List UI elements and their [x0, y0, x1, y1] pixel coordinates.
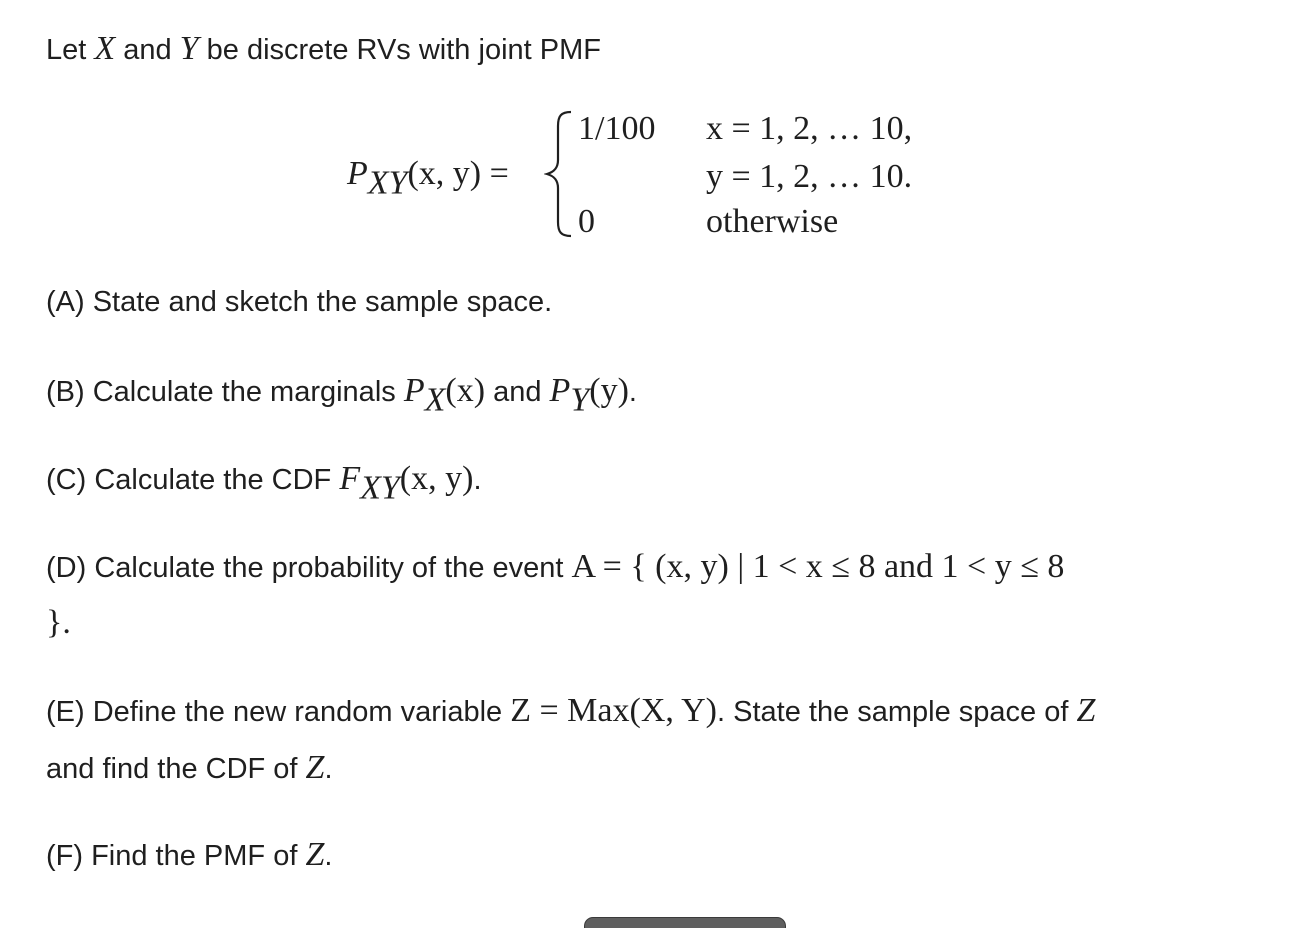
marginal-x-subscript: X	[424, 381, 446, 419]
case2-condition: otherwise	[706, 203, 839, 240]
part-e-line2	[46, 751, 333, 785]
part-c	[46, 460, 482, 507]
part-d-text: (D) Calculate the probability of the event	[46, 552, 572, 584]
bottom-button[interactable]	[584, 917, 786, 928]
case2-value: 0	[578, 203, 595, 240]
variable-x: X	[94, 30, 116, 67]
part-a	[46, 288, 552, 317]
intro-text: Let	[46, 34, 95, 66]
case1-condition-x: x = 1, 2, … 10,	[706, 110, 913, 147]
part-a-text: (A) State and sketch the sample space.	[46, 286, 553, 318]
cdf-symbol: F	[339, 460, 361, 497]
pmf-symbol: P	[347, 155, 368, 192]
variable-z: Z	[1076, 692, 1096, 729]
part-e-text: and find the CDF of	[46, 753, 306, 785]
part-c-text: (C) Calculate the CDF	[46, 464, 340, 496]
part-e-text: (E) Define the new random variable	[46, 696, 511, 728]
case1-condition-y: y = 1, 2, … 10.	[706, 158, 913, 195]
pmf-arguments: (x, y) =	[407, 155, 509, 192]
event-a-definition: A = { (x, y) | 1 < x ≤ 8 and 1 < y ≤ 8	[571, 548, 1065, 585]
equation-lhs	[347, 155, 509, 202]
part-c-text: .	[473, 464, 482, 496]
marginal-y-symbol: P	[549, 372, 571, 409]
variable-y: Y	[179, 30, 199, 67]
cdf-subscript: XY	[360, 469, 400, 507]
variable-z: Z	[305, 836, 325, 873]
part-f-text: (F) Find the PMF of	[46, 840, 306, 872]
marginal-y-args: (y)	[589, 372, 629, 409]
part-d	[46, 550, 1064, 584]
part-f	[46, 838, 332, 872]
part-f-text: .	[324, 840, 333, 872]
cdf-args: (x, y)	[399, 460, 474, 497]
variable-z: Z	[305, 749, 325, 786]
part-e	[46, 694, 1095, 728]
intro-text: be discrete RVs with joint PMF	[198, 34, 601, 66]
part-b-text: and	[485, 376, 550, 408]
part-d-line2: }.	[46, 604, 71, 641]
marginal-y-subscript: Y	[570, 381, 590, 419]
intro-line	[46, 32, 601, 66]
part-b-text: (B) Calculate the marginals	[46, 376, 404, 408]
part-b-text: .	[628, 376, 637, 408]
pmf-subscript: XY	[367, 164, 408, 202]
marginal-x-args: (x)	[445, 372, 486, 409]
left-brace	[544, 110, 574, 238]
intro-text: and	[115, 34, 180, 66]
part-b	[46, 372, 637, 419]
part-e-text: . State the sample space of	[717, 696, 1077, 728]
z-definition: Z = Max(X, Y)	[510, 692, 717, 729]
part-e-text: .	[324, 753, 333, 785]
case1-value: 1/100	[578, 110, 656, 147]
marginal-x-symbol: P	[403, 372, 425, 409]
